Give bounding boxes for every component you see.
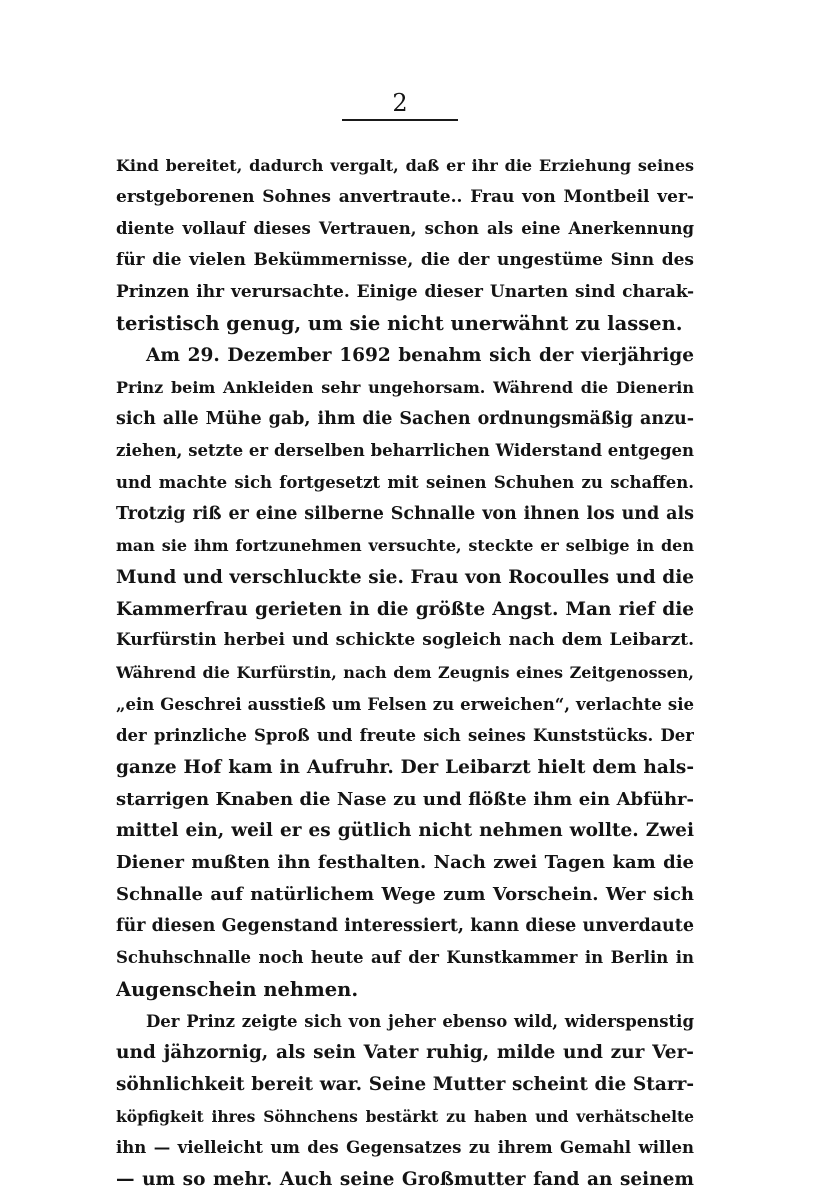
body-text	[116, 150, 694, 1196]
text-line: Kammerfrau gerieten in die größte Angst. Man rief die	[116, 598, 694, 620]
text-line: der prinzliche Sproß und freute sich seines Kunststücks. Der	[116, 726, 694, 746]
text-line: ihn — vielleicht um des Gegensatzes zu ihrem Gemahl willen	[116, 1138, 694, 1158]
text-line: — um so mehr. Auch seine Großmutter fand an seinem	[116, 1169, 694, 1190]
text-line: sich alle Mühe gab, ihm die Sachen ordnungsmäßig anzu-	[116, 408, 694, 429]
text-line: Trotzig riß er eine silberne Schnalle von ihnen los und als	[116, 503, 694, 524]
text-line: Prinz beim Ankleiden sehr ungehorsam. Während die Dienerin	[116, 377, 694, 397]
text-line: man sie ihm fortzunehmen versuchte, steckte er selbige in den	[116, 536, 694, 556]
text-line: teristisch genug, um sie nicht unerwähnt zu lassen.	[116, 312, 683, 336]
text-line: „ein Geschrei ausstieß um Felsen zu erweichen“, verlachte sie	[116, 694, 694, 714]
text-line: ziehen, setzte er derselben beharrlichen Widerstand entgegen	[116, 441, 694, 461]
text-line: Prinzen ihr verursachte. Einige dieser Unarten sind charak-	[116, 281, 694, 302]
text-line: söhnlichkeit bereit war. Seine Mutter scheint die Starr-	[116, 1073, 694, 1095]
text-line: starrigen Knaben die Nase zu und flößte ihm ein Abführ-	[116, 788, 694, 810]
text-line: köpfigkeit ihres Söhnchens bestärkt zu haben und verhätschelte	[116, 1106, 694, 1126]
text-line: für diesen Gegenstand interessiert, kann diese unverdaute	[116, 915, 694, 936]
text-line: Augenschein nehmen.	[116, 977, 359, 1001]
text-line: erstgeborenen Sohnes anvertraute.. Frau von Montbeil ver-	[116, 186, 694, 207]
text-line: für die vielen Bekümmernisse, die der ungestüme Sinn des	[116, 250, 694, 271]
text-line: Mund und verschluckte sie. Frau von Rocoulles und die	[116, 566, 694, 588]
text-line: Der Prinz zeigte sich von jeher ebenso wild, widerspenstig	[146, 1011, 694, 1031]
text-line: mittel ein, weil er es gütlich nicht nehmen wollte. Zwei	[116, 820, 694, 842]
text-line: Schuhschnalle noch heute auf der Kunstkammer in Berlin in	[116, 948, 694, 968]
text-line: Während die Kurfürstin, nach dem Zeugnis eines Zeitgenossen,	[116, 663, 694, 682]
text-line: Kind bereitet, dadurch vergalt, daß er ihr die Erziehung seines	[116, 156, 694, 175]
text-line: diente vollauf dieses Vertrauen, schon als eine Anerkennung	[116, 219, 694, 239]
text-line: ganze Hof kam in Aufruhr. Der Leibarzt hielt dem hals-	[116, 757, 694, 779]
page-number: 2	[392, 89, 408, 117]
text-line: Am 29. Dezember 1692 benahm sich der vierjährige	[146, 345, 694, 367]
text-line: und machte sich fortgesetzt mit seinen Schuhen zu schaffen.	[116, 472, 694, 492]
text-line: Schnalle auf natürlichem Wege zum Vorschein. Wer sich	[116, 883, 694, 905]
text-line: Diener mußten ihn festhalten. Nach zwei Tagen kam die	[116, 852, 694, 874]
text-line: Kurfürstin herbei und schickte sogleich nach dem Leibarzt.	[116, 630, 694, 651]
header-rule	[342, 119, 458, 121]
text-line: und jähzornig, als sein Vater ruhig, milde und zur Ver-	[116, 1042, 694, 1064]
